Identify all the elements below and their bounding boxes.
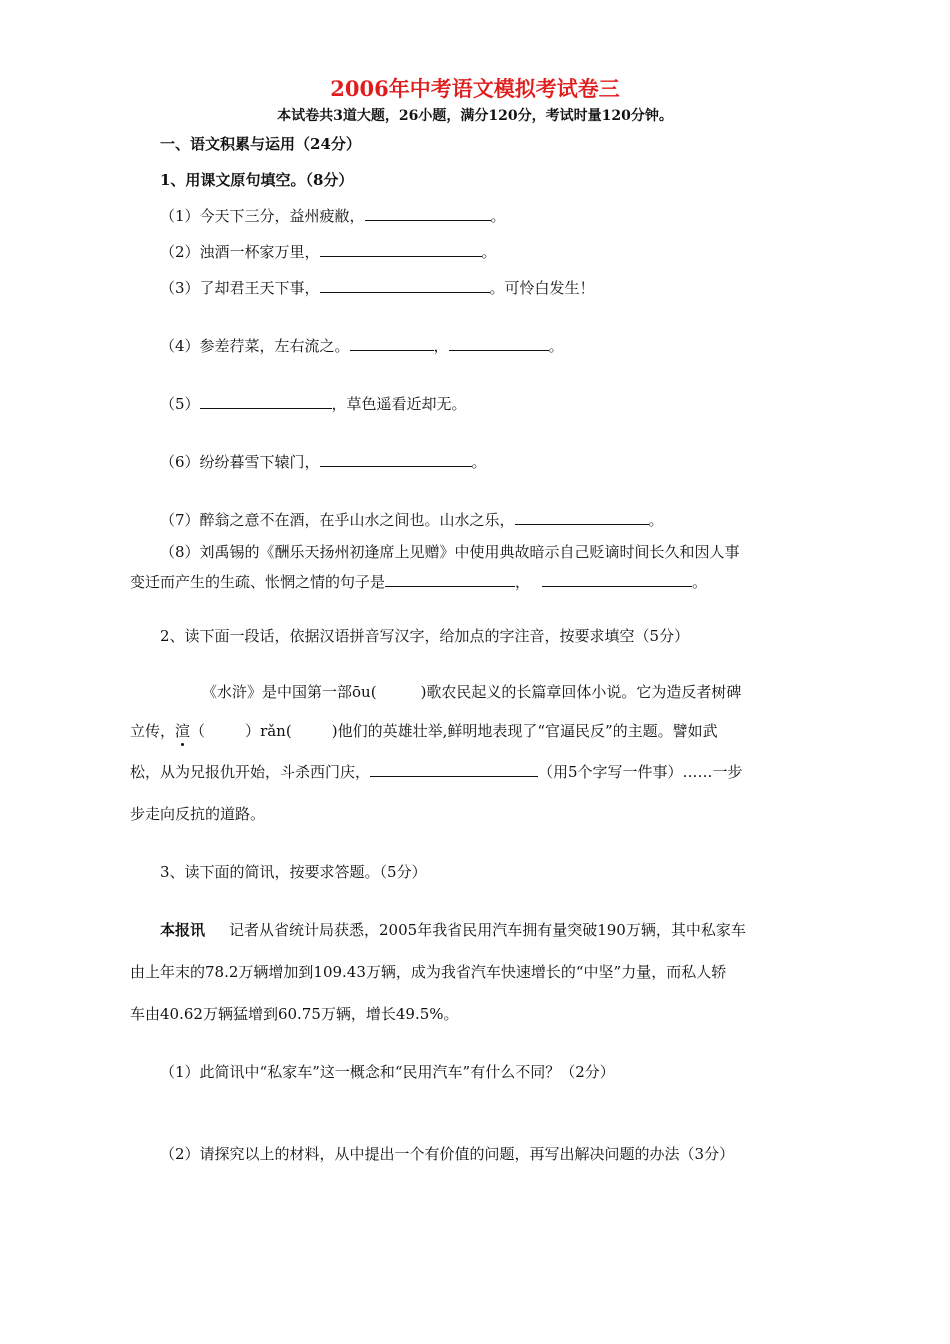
sub-question-2: （2）请探究以上的材料，从中提出一个有价值的问题，再写出解决问题的办法（3分）	[160, 1145, 735, 1163]
fill-item-text: 。	[648, 511, 664, 529]
news-line-2: 由上年末的78.2万辆增加到109.43万辆，成为我省汽车快速增长的“中坚”力量，而私人轿	[130, 963, 727, 981]
fill-item-text: 。	[471, 453, 487, 471]
passage-text: （	[190, 722, 206, 740]
passage-text: )	[420, 683, 427, 701]
fill-item-text: （1）今天下三分，益州疲敝，	[160, 207, 365, 225]
fill-item-text: 。	[481, 243, 497, 261]
news-line-1	[160, 920, 746, 940]
question-2-heading: 2、读下面一段话，依据汉语拼音写汉字，给加点的字注音，按要求填空（5分）	[160, 627, 690, 645]
fill-item-2	[160, 242, 497, 262]
pinyin-prompt: rǎn(	[260, 722, 292, 740]
fill-item-6	[160, 452, 487, 472]
question-1-heading: 1、用课文原句填空。（8分）	[160, 171, 354, 189]
passage-line-3	[130, 762, 743, 782]
passage-text: )	[331, 722, 338, 740]
passage-text: 《水浒》是中国第一部	[202, 683, 353, 701]
section-heading: 一、语文积累与运用（24分）	[160, 135, 361, 153]
fill-item-text: （2）浊酒一杯家万里，	[160, 243, 320, 261]
news-text: 记者从省统计局获悉，2005年我省民用汽车拥有量突破190万辆，其中私家车	[229, 921, 746, 939]
answer-blank[interactable]	[320, 242, 482, 257]
passage-text: 他们的英雄壮举,鲜明地表现了“官逼民反”的主题。譬如武	[337, 722, 718, 740]
answer-blank[interactable]	[542, 572, 692, 587]
dotted-char: 渲	[175, 722, 191, 740]
pinyin-prompt: ōu(	[352, 683, 377, 701]
fill-item-4	[160, 336, 564, 356]
answer-blank[interactable]	[385, 572, 515, 587]
fill-item-text: （5）	[160, 395, 200, 413]
fill-item-3	[160, 278, 595, 298]
sub-question-1: （1）此简讯中“私家车”这一概念和“民用汽车”有什么不同？（2分）	[160, 1063, 615, 1081]
answer-blank[interactable]	[200, 394, 332, 409]
fill-item-text: （7）醉翁之意不在酒，在乎山水之间也。山水之乐，	[160, 511, 515, 529]
passage-line-2	[130, 721, 718, 741]
answer-blank[interactable]	[449, 336, 549, 351]
answer-blank[interactable]	[320, 452, 472, 467]
fill-item-8-line2	[130, 572, 707, 592]
fill-item-text: 。	[548, 337, 564, 355]
passage-line-4: 步走向反抗的道路。	[130, 805, 266, 823]
news-label: 本报讯	[160, 921, 206, 939]
fill-item-8-line1: （8）刘禹锡的《酬乐天扬州初逢席上见赠》中使用典故暗示自己贬谪时间长久和因人事	[160, 543, 740, 561]
news-line-3: 车由40.62万辆猛增到60.75万辆，增长49.5%。	[130, 1005, 459, 1023]
passage-text: 立传，	[130, 722, 176, 740]
passage-text: （用5个字写一件事）……一步	[538, 763, 743, 781]
fill-item-text: 。	[692, 573, 708, 591]
fill-item-5	[160, 394, 467, 414]
passage-text: 松，从为兄报仇开始，斗杀西门庆，	[130, 763, 371, 781]
answer-blank[interactable]	[320, 278, 490, 293]
answer-blank[interactable]	[370, 762, 538, 777]
fill-item-text: 变迁而产生的生疏、怅惘之情的句子是	[130, 573, 386, 591]
fill-item-text: （6）纷纷暮雪下辕门，	[160, 453, 320, 471]
fill-item-text: ，	[515, 573, 531, 591]
passage-line-1	[202, 682, 741, 702]
fill-item-text: 。	[490, 207, 506, 225]
passage-text: 歌农民起义的长篇章回体小说。它为造反者树碑	[426, 683, 742, 701]
page-title: 2006年中考语文模拟考试卷三	[330, 76, 620, 101]
fill-item-7	[160, 510, 664, 530]
answer-blank[interactable]	[365, 206, 491, 221]
fill-item-text: 。可怜白发生！	[489, 279, 595, 297]
fill-item-1	[160, 206, 506, 226]
fill-item-text: ，草色遥看近却无。	[331, 395, 467, 413]
fill-item-text: （4）参差荇菜，左右流之。	[160, 337, 350, 355]
fill-item-text: （3）了却君王天下事，	[160, 279, 320, 297]
question-3-heading: 3、读下面的简讯，按要求答题。（5分）	[160, 863, 427, 881]
exam-instructions: 本试卷共3道大题，26小题，满分120分，考试时量120分钟。	[277, 108, 673, 124]
answer-blank[interactable]	[350, 336, 434, 351]
fill-item-text: ，	[433, 337, 449, 355]
passage-text: ）	[245, 722, 261, 740]
answer-blank[interactable]	[515, 510, 649, 525]
